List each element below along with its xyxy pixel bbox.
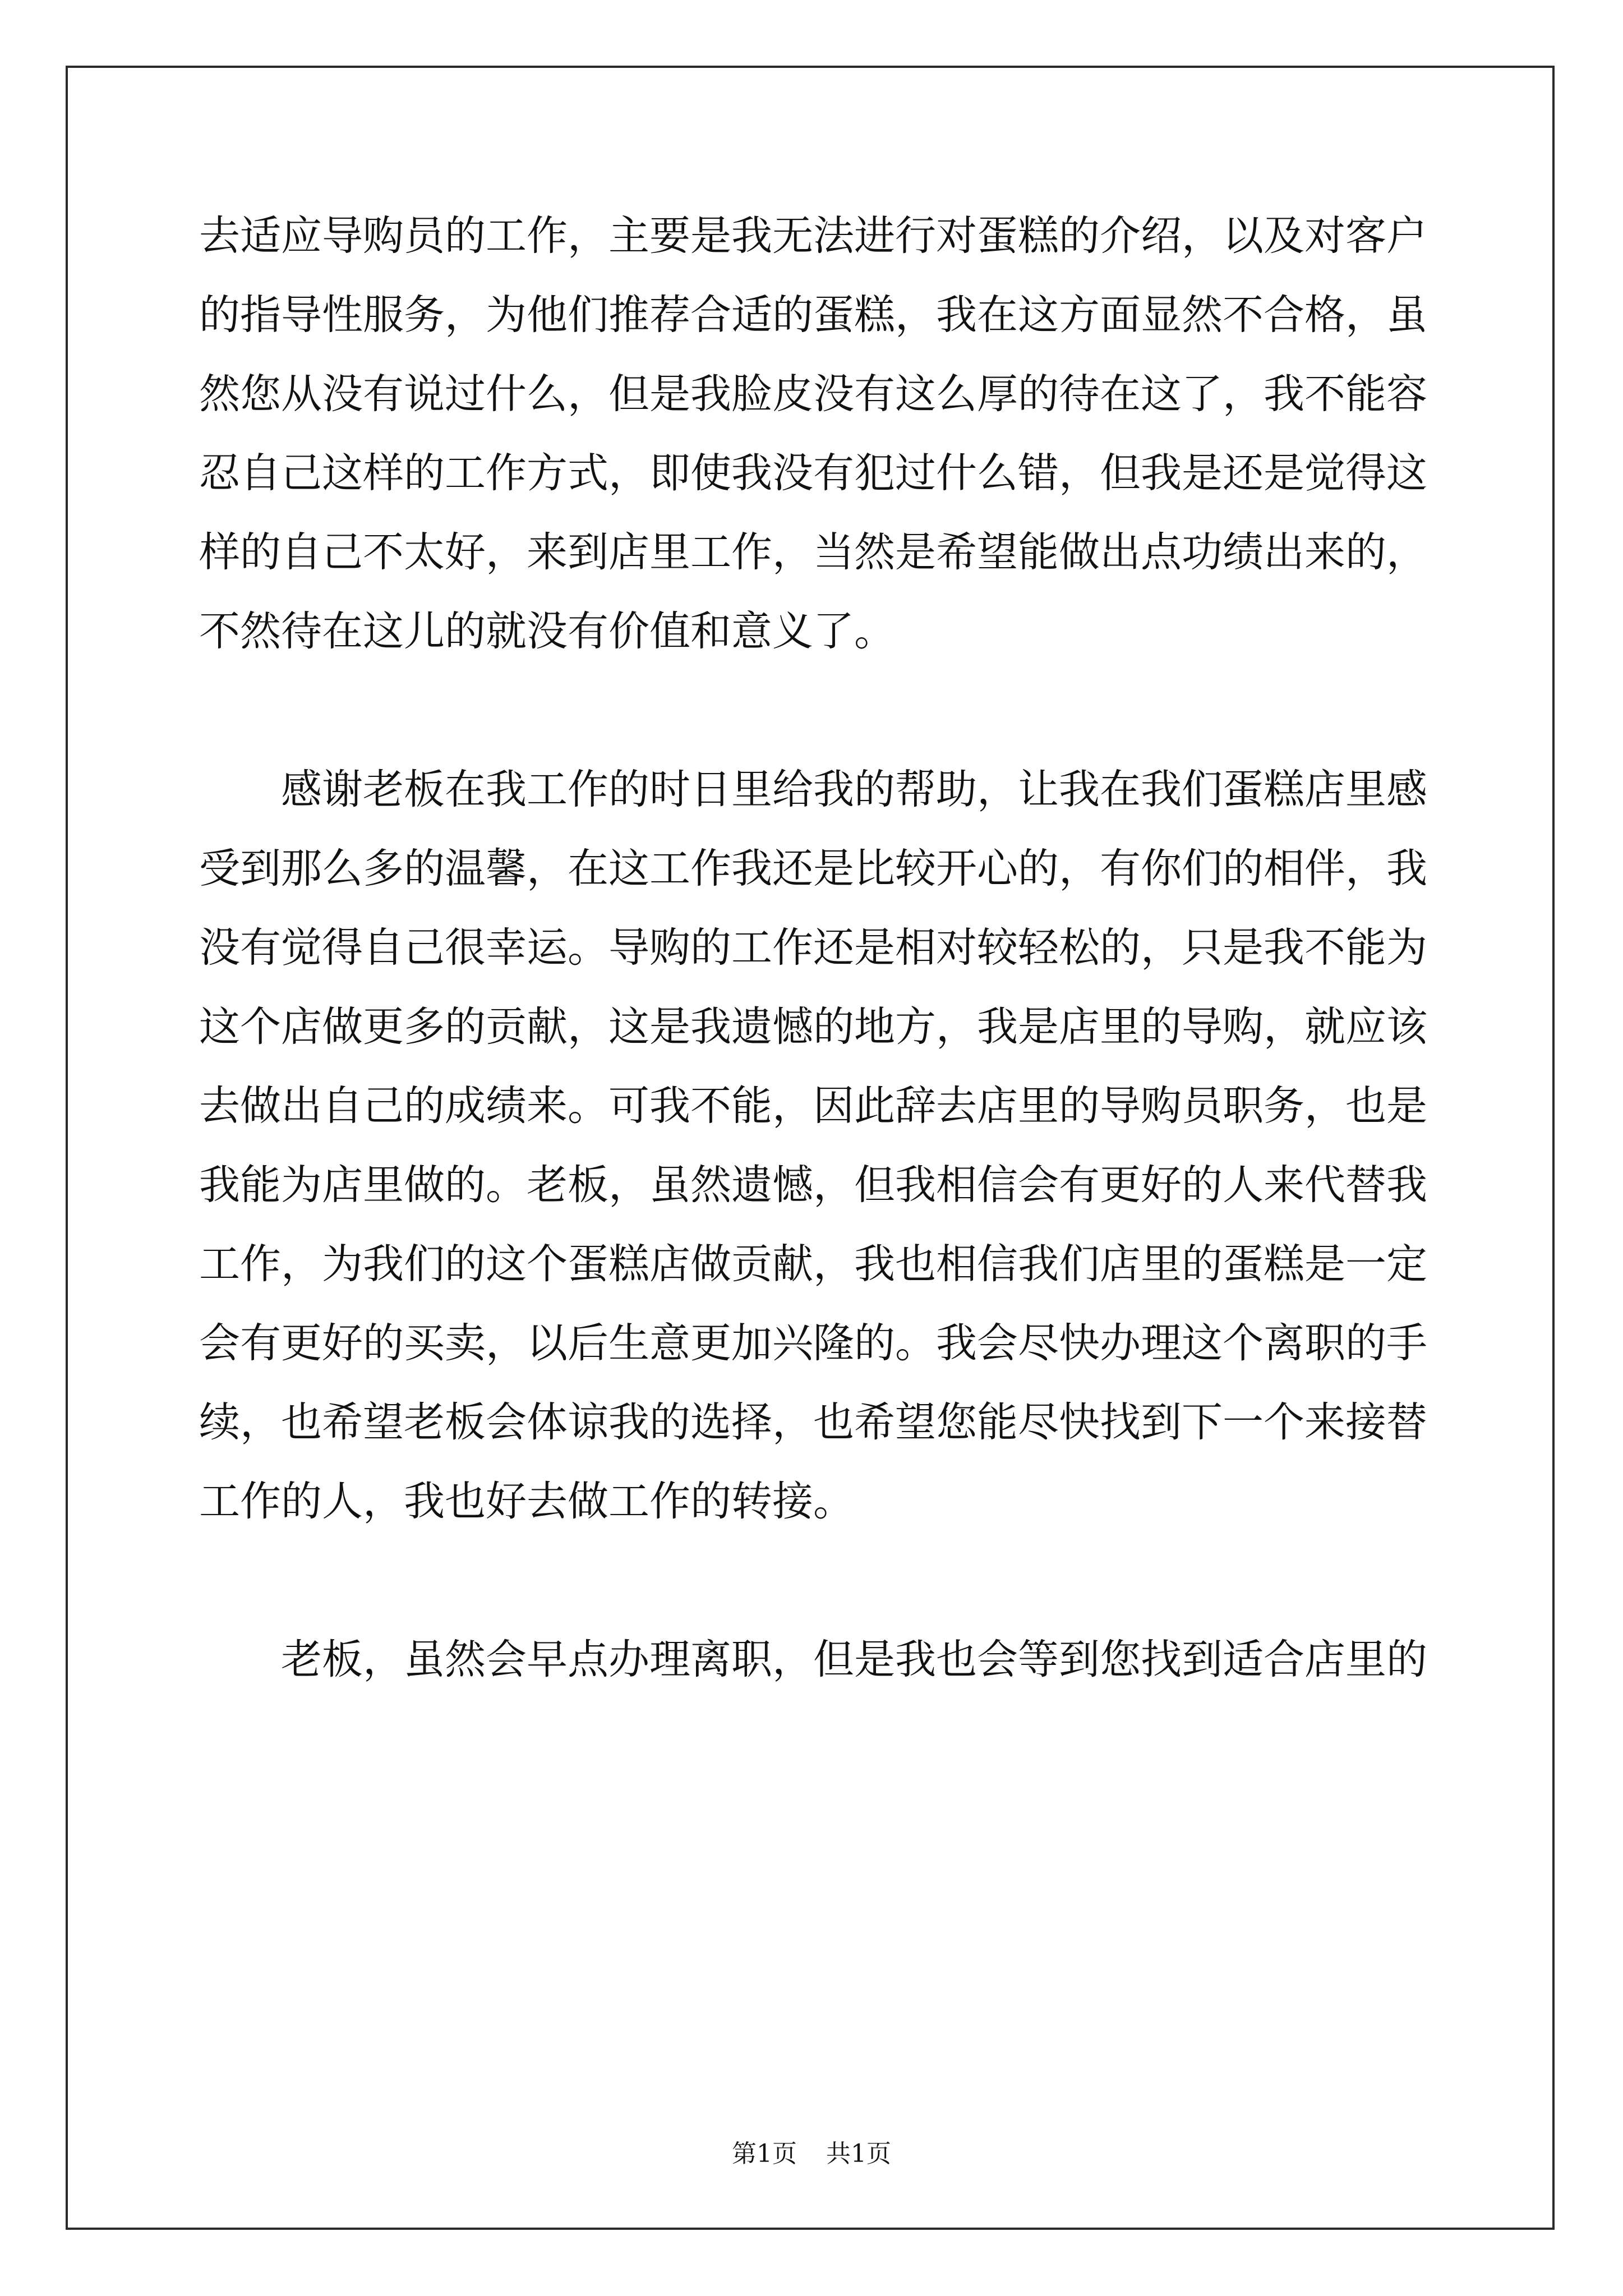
- text-line: 这个店做更多的贡献，这是我遗憾的地方，我是店里的导购，就应该: [199, 1003, 1427, 1051]
- text-line: 续，也希望老板会体谅我的选择，也希望您能尽快找到下一个来接替: [199, 1398, 1427, 1446]
- text-line: 老板，虽然会早点办理离职，但是我也会等到您找到适合店里的: [281, 1636, 1427, 1683]
- paragraph-1: [199, 196, 1430, 671]
- text-line: 我能为店里做的。老板，虽然遗憾，但我相信会有更好的人来代替我: [199, 1161, 1427, 1209]
- text-line: 的指导性服务，为他们推荐合适的蛋糕，我在这方面显然不合格，虽: [199, 291, 1427, 339]
- text-line: 会有更好的买卖，以后生意更加兴隆的。我会尽快办理这个离职的手: [199, 1319, 1427, 1367]
- document-body: [199, 196, 1430, 1699]
- page-footer: [0, 2133, 1623, 2169]
- paragraph-spacer: [199, 1541, 1430, 1620]
- paragraph-3: [199, 1620, 1430, 1699]
- text-line: 样的自己不太好，来到店里工作，当然是希望能做出点功绩出来的，: [199, 528, 1427, 576]
- page-number-total: 共1页: [826, 2139, 891, 2168]
- paragraph-spacer: [199, 671, 1430, 750]
- page-number-current: 第1页: [732, 2139, 797, 2168]
- text-line: 工作的人，我也好去做工作的转接。: [199, 1478, 854, 1525]
- text-line: 感谢老板在我工作的时日里给我的帮助，让我在我们蛋糕店里感: [281, 766, 1427, 813]
- text-line: 去做出自己的成绩来。可我不能，因此辞去店里的导购员职务，也是: [199, 1082, 1427, 1130]
- text-line: 没有觉得自己很幸运。导购的工作还是相对较轻松的，只是我不能为: [199, 924, 1427, 972]
- text-line: 去适应导购员的工作，主要是我无法进行对蛋糕的介绍，以及对客户: [199, 212, 1427, 260]
- text-line: 工作，为我们的这个蛋糕店做贡献，我也相信我们店里的蛋糕是一定: [199, 1240, 1427, 1288]
- text-line: 忍自己这样的工作方式，即使我没有犯过什么错，但我是还是觉得这: [199, 449, 1427, 497]
- text-line: 不然待在这儿的就没有价值和意义了。: [199, 608, 895, 655]
- text-line: 然您从没有说过什么，但是我脸皮没有这么厚的待在这了，我不能容: [199, 370, 1427, 418]
- paragraph-2: [199, 750, 1430, 1541]
- text-line: 受到那么多的温馨，在这工作我还是比较开心的，有你们的相伴，我: [199, 845, 1427, 892]
